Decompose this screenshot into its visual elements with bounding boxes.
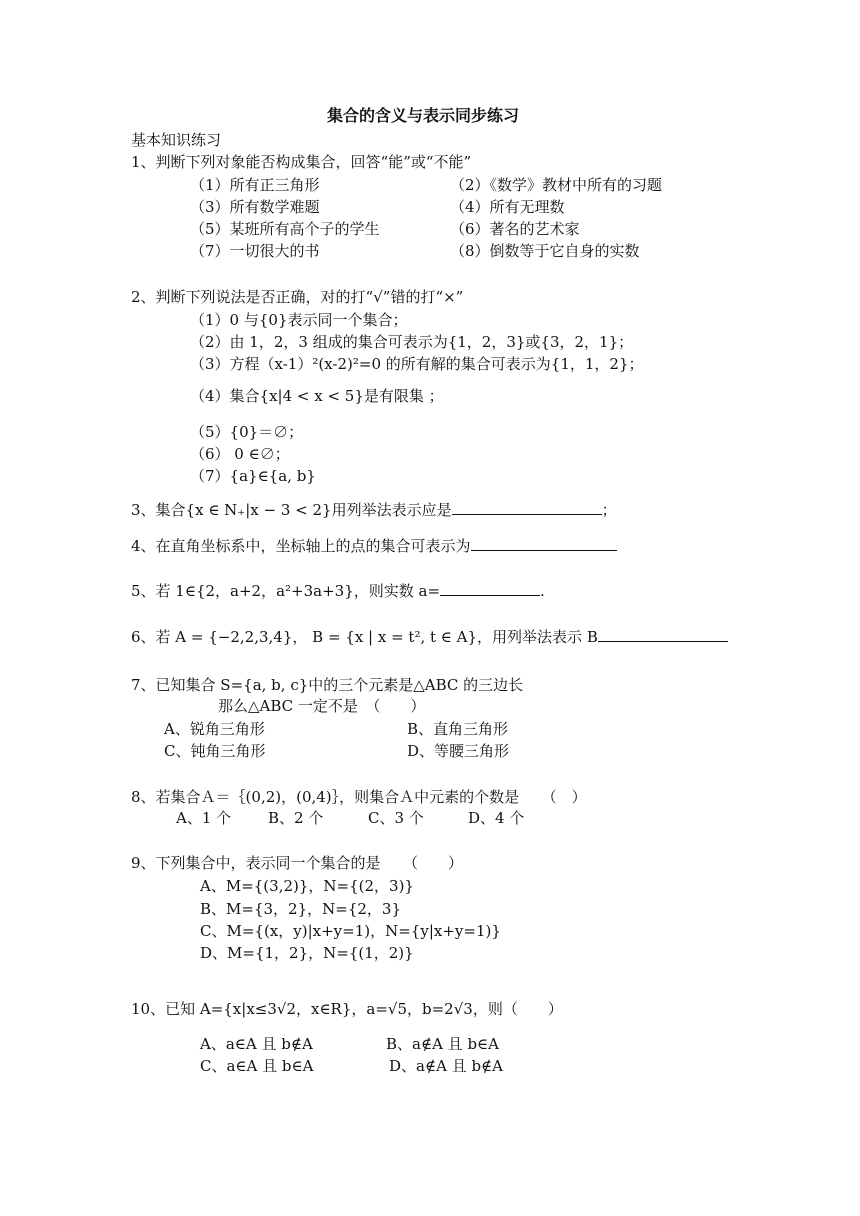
- answer-blank[interactable]: [598, 626, 728, 642]
- q10-option[interactable]: D、a∉A 且 b∉A: [389, 1057, 503, 1075]
- q9-option[interactable]: D、M={1，2}，N={(1，2)}: [200, 944, 414, 962]
- q8-option[interactable]: D、4 个: [468, 809, 525, 827]
- q8-option[interactable]: A、1 个: [176, 809, 232, 827]
- q10-option[interactable]: B、a∉A 且 b∈A: [386, 1035, 499, 1053]
- q1-stem: 1、判断下列对象能否构成集合，回答“能”或“不能”: [131, 153, 472, 171]
- q1-item: （8）倒数等于它自身的实数: [450, 242, 640, 260]
- q7-option[interactable]: C、钝角三角形: [164, 742, 266, 760]
- q2-item: （3）方程（x-1）²(x-2)²=0 的所有解的集合可表示为{1，1，2}；: [190, 355, 644, 373]
- q6-text: 6、若 A = {−2,2,3,4}， B = {x | x = t², t ∈ A}，用列举法表示 B: [131, 628, 598, 646]
- q3-line: [131, 499, 617, 520]
- q9-stem: 9、下列集合中，表示同一个集合的是 （ ）: [131, 854, 464, 872]
- q9-option[interactable]: C、M={(x，y)|x+y=1)，N={y|x+y=1)}: [200, 922, 501, 940]
- q10-option[interactable]: C、a∈A 且 b∈A: [200, 1057, 314, 1075]
- q2-stem: 2、判断下列说法是否正确，对的打“√”错的打“×”: [131, 288, 464, 306]
- q2-item: （6） 0 ∈∅；: [190, 445, 290, 463]
- q1-item: （1）所有正三角形: [190, 176, 320, 194]
- page-title: 集合的含义与表示同步练习: [327, 106, 520, 125]
- q7-stem-2: 那么△ABC 一定不是 （ ）: [218, 697, 426, 715]
- q1-item: （4）所有无理数: [450, 198, 565, 216]
- q8-option[interactable]: B、2 个: [268, 809, 324, 827]
- section-heading: 基本知识练习: [131, 131, 222, 149]
- q2-item: （7）{a}∈{a, b}: [190, 467, 316, 485]
- q4-text: 4、在直角坐标系中，坐标轴上的点的集合可表示为: [131, 537, 471, 555]
- q4-line: [131, 535, 617, 556]
- q5-end: .: [540, 582, 545, 600]
- q1-item: （6）著名的艺术家: [450, 220, 580, 238]
- q7-option[interactable]: D、等腰三角形: [407, 742, 510, 760]
- q1-item: （5）某班所有高个子的学生: [190, 220, 380, 238]
- answer-blank[interactable]: [440, 580, 540, 596]
- q3-text: 3、集合{x ∈ N₊|x − 3 < 2}用列举法表示应是: [131, 501, 452, 519]
- q2-item: （4）集合{x|4 < x < 5}是有限集 ；: [190, 387, 444, 405]
- q5-text: 5、若 1∈{2，a+2，a²+3a+3}，则实数 a=: [131, 582, 441, 600]
- q3-end: ；: [601, 501, 617, 519]
- answer-blank[interactable]: [452, 499, 602, 515]
- q10-stem: 10、已知 A={x|x≤3√2，x∈R}，a=√5，b=2√3，则（ ）: [131, 1000, 563, 1018]
- q10-option[interactable]: A、a∈A 且 b∉A: [200, 1035, 313, 1053]
- answer-blank[interactable]: [471, 535, 617, 551]
- q1-item: （2）《数学》教材中所有的习题: [450, 176, 663, 194]
- q8-stem: 8、若集合Ａ＝｛(0,2)，(0,4)｝，则集合Ａ中元素的个数是 （ ）: [131, 788, 587, 806]
- q2-item: （2）由 1，2，3 组成的集合可表示为{1，2，3}或{3，2，1}；: [190, 333, 634, 351]
- q5-line: [131, 580, 545, 601]
- q1-item: （3）所有数学难题: [190, 198, 320, 216]
- q9-option[interactable]: A、M={(3,2)}，N={(2，3)}: [200, 877, 414, 895]
- q6-line: [131, 626, 728, 647]
- q7-option[interactable]: A、锐角三角形: [164, 720, 265, 738]
- q9-option[interactable]: B、M={3，2}，N={2，3}: [200, 900, 401, 918]
- q7-option[interactable]: B、直角三角形: [407, 720, 509, 738]
- q8-option[interactable]: C、3 个: [368, 809, 424, 827]
- q7-stem: 7、已知集合 S={a, b, c}中的三个元素是△ABC 的三边长: [131, 676, 524, 694]
- q2-item: （1）0 与{0}表示同一个集合；: [190, 311, 408, 329]
- q2-item: （5）{0}＝∅；: [190, 423, 304, 441]
- q1-item: （7）一切很大的书: [190, 242, 320, 260]
